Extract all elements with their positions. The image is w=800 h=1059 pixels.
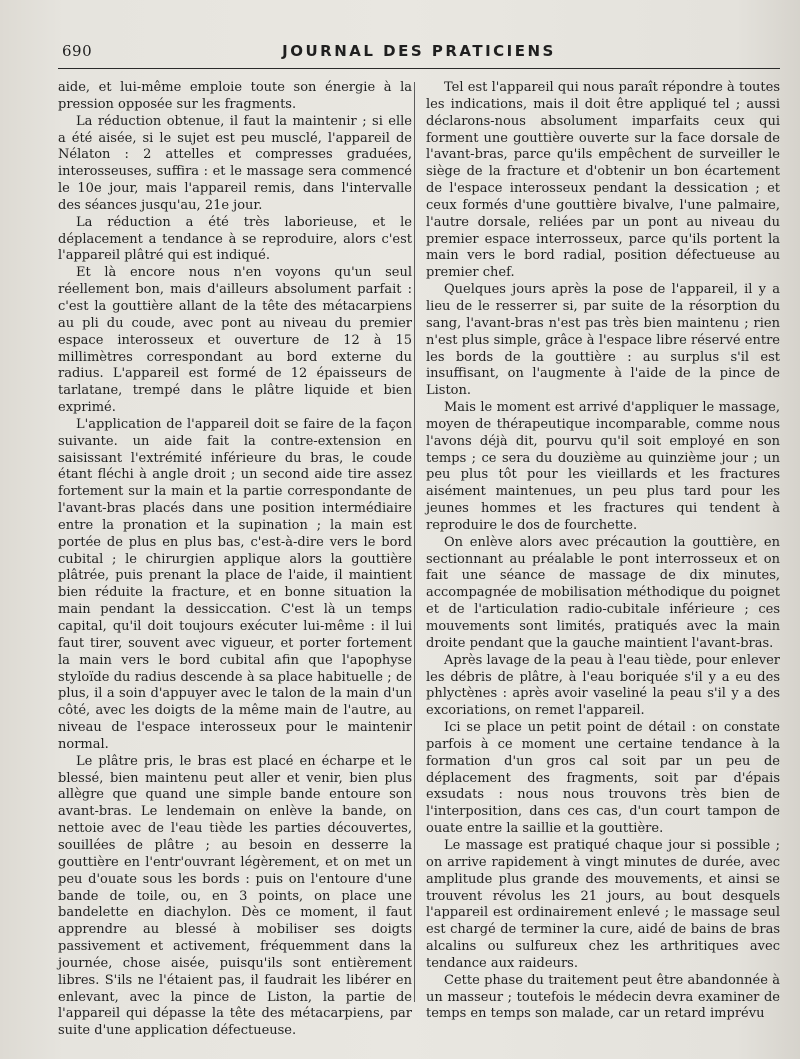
- paragraph: Et là encore nous n'en voyons qu'un seul réellement bon, mais d'ailleurs absolument parfait : c'est la gouttière allant de la tête des métacarpiens au pli du coude, avec pont au niveau du premier espace interosseux et ouverture de 12 à 15 millimètres correspondant au bord externe du radius. L'appareil est formé de 12 épaisseurs de tarlatane, trempé dans le plâtre liquide et bien exprimé.: [58, 265, 412, 416]
- paragraph: Mais le moment est arrivé d'appliquer le massage, moyen de thérapeutique incomparable, comme nous l'avons déjà dit, pourvu qu'il soit employé en son temps ; ce sera du douzième au quinzième jour ; un peu plus tôt pour les vieillards et les fractures aisément maintenues, un peu plus tard pour les jeunes hommes et les fractures qui tendent à reproduire le dos de fourchette.: [426, 400, 780, 533]
- paragraph: Cette phase du traitement peut être abandonnée à un masseur ; toutefois le médecin devra examiner de temps en temps son malade, car un retard imprévu: [426, 972, 780, 1022]
- paragraph: On enlève alors avec précaution la gouttière, en sectionnant au préalable le pont interrosseux et on fait une séance de massage de dix minutes, accompagnée de mobilisation méthodique du poignet et de l'articulation radio-cubitale inférieure ; ces mouvements sont limités, pratiqués avec la main droite pendant que la gauche maintient l'avant-bras.: [426, 534, 780, 651]
- column-divider: [414, 82, 415, 1002]
- paragraph: Tel est l'appareil qui nous paraît répondre à toutes les indications, mais il doit être appliqué tel ; aussi déclarons-nous absolument imparfaits ceux qui forment une gouttière ouverte sur la face dorsale de l'avant-bras, parce qu'ils empêchent de surveiller le siège de la fracture et d'obtenir un bon écartement de l'espace interosseux pendant la dessication ; et ceux formés d'une gouttière bivalve, l'une palmaire, l'autre dorsale, reliées par un pont au niveau du premier espace interrosseux, parce qu'ils portent la main vers le bord radial, position défectueuse au premier chef.: [426, 80, 780, 281]
- paragraph: L'application de l'appareil doit se faire de la façon suivante. un aide fait la contre-extension en saisissant l'extrémité inférieure du bras, le coude étant fléchi à angle droit ; un second aide tire assez fortement sur la main et la partie correspondante de l'avant-bras placés dans une position intermédiaire entre la pronation et la supination ; la main est portée de plus en plus bas, c'est-à-dire vers le bord cubital ; le chirurgien applique alors la gouttière plâtrée, puis prenant la place de l'aide, il maintient bien réduite la fracture, et en bonne situation la main pendant la dessiccation. C'est là un temps capital, qu'il doit toujours exécuter lui-même : il lui faut tirer, souvent avec vigueur, et porter fortement la main vers le bord cubital afin que l'apophyse styloïde du radius descende à sa place habituelle ; de plus, il a soin d'appuyer avec le talon de la main d'un côté, avec les doigts de la même main de l'autre, au niveau de l'espace interosseux pour le maintenir normal.: [58, 416, 412, 752]
- left-text-column: [58, 80, 412, 1040]
- paragraph: Le plâtre pris, le bras est placé en écharpe et le blessé, bien maintenu peut aller et venir, bien plus allègre que quand une simple bande entoure son avant-bras. Le lendemain on enlève la bande, on nettoie avec de l'eau tiède les parties découvertes, souillées de plâtre ; au besoin en desserre la gouttière en l'entr'ouvrant légèrement, et on met un peu d'ouate sous les bords : puis on l'entoure d'une bande de toile, ou, en 3 points, on place une bandelette en diachylon. Dès ce moment, il faut apprendre au blessé à mobiliser ses doigts passivement et activement, fréquemment dans la journée, chose aisée, puisqu'ils sont entièrement libres. S'ils ne l'étaient pas, il faudrait les libérer en enlevant, avec la pince de Liston, la partie de l'appareil qui dépasse la tête des métacarpiens, par suite d'une application défectueuse.: [58, 753, 412, 1039]
- paragraph: aide, et lui-même emploie toute son énergie à la pression opposée sur les fragments.: [58, 80, 412, 112]
- running-title: JOURNAL DES PRATICIENS: [282, 42, 556, 60]
- paragraph: Ici se place un petit point de détail : on constate parfois à ce moment une certaine tendance à la formation d'un gros cal soit par un peu de déplacement des fragments, soit par d'épais exsudats : nous nous trouvons très bien de l'interposition, dans ces cas, d'un court tampon de ouate entre la saillie et la gouttière.: [426, 720, 780, 837]
- paragraph: Le massage est pratiqué chaque jour si possible ; on arrive rapidement à vingt minutes de durée, avec amplitude plus grande des mouvements, et ainsi se trouvent révolus les 21 jours, au bout desquels l'appareil est ordinairement enlevé ; le massage seul est chargé de terminer la cure, aidé de bains de bras alcalins ou sulfureux chez les arthritiques avec tendance aux raideurs.: [426, 837, 780, 971]
- page-header: [58, 38, 780, 69]
- paragraph: Après lavage de la peau à l'eau tiède, pour enlever les débris de plâtre, à l'eau boriquée s'il y a eu des phlyctènes : après avoir vaseliné la peau s'il y a des excoriations, on remet l'appareil.: [426, 652, 780, 719]
- paragraph: La réduction a été très laborieuse, et le déplacement a tendance à se reproduire, alors c'est l'appareil plâtré qui est indiqué.: [58, 214, 412, 264]
- right-text-column: [426, 80, 780, 1023]
- page-number: 690: [62, 42, 93, 60]
- paragraph: Quelques jours après la pose de l'appareil, il y a lieu de le resserrer si, par suite de la résorption du sang, l'avant-bras n'est pas très bien maintenu ; rien n'est plus simple, grâce à l'espace libre réservé entre les bords de la gouttière : au surplus s'il est insuffisant, on l'augmente à l'aide de la pince de Liston.: [426, 282, 780, 399]
- paragraph: La réduction obtenue, il faut la maintenir ; si elle a été aisée, si le sujet est peu musclé, l'appareil de Nélaton : 2 attelles et compresses graduées, interosseuses, suffira : et le massage sera commencé le 10e jour, mais l'appareil remis, dans l'intervalle des séances jusqu'au, 21e jour.: [58, 113, 412, 213]
